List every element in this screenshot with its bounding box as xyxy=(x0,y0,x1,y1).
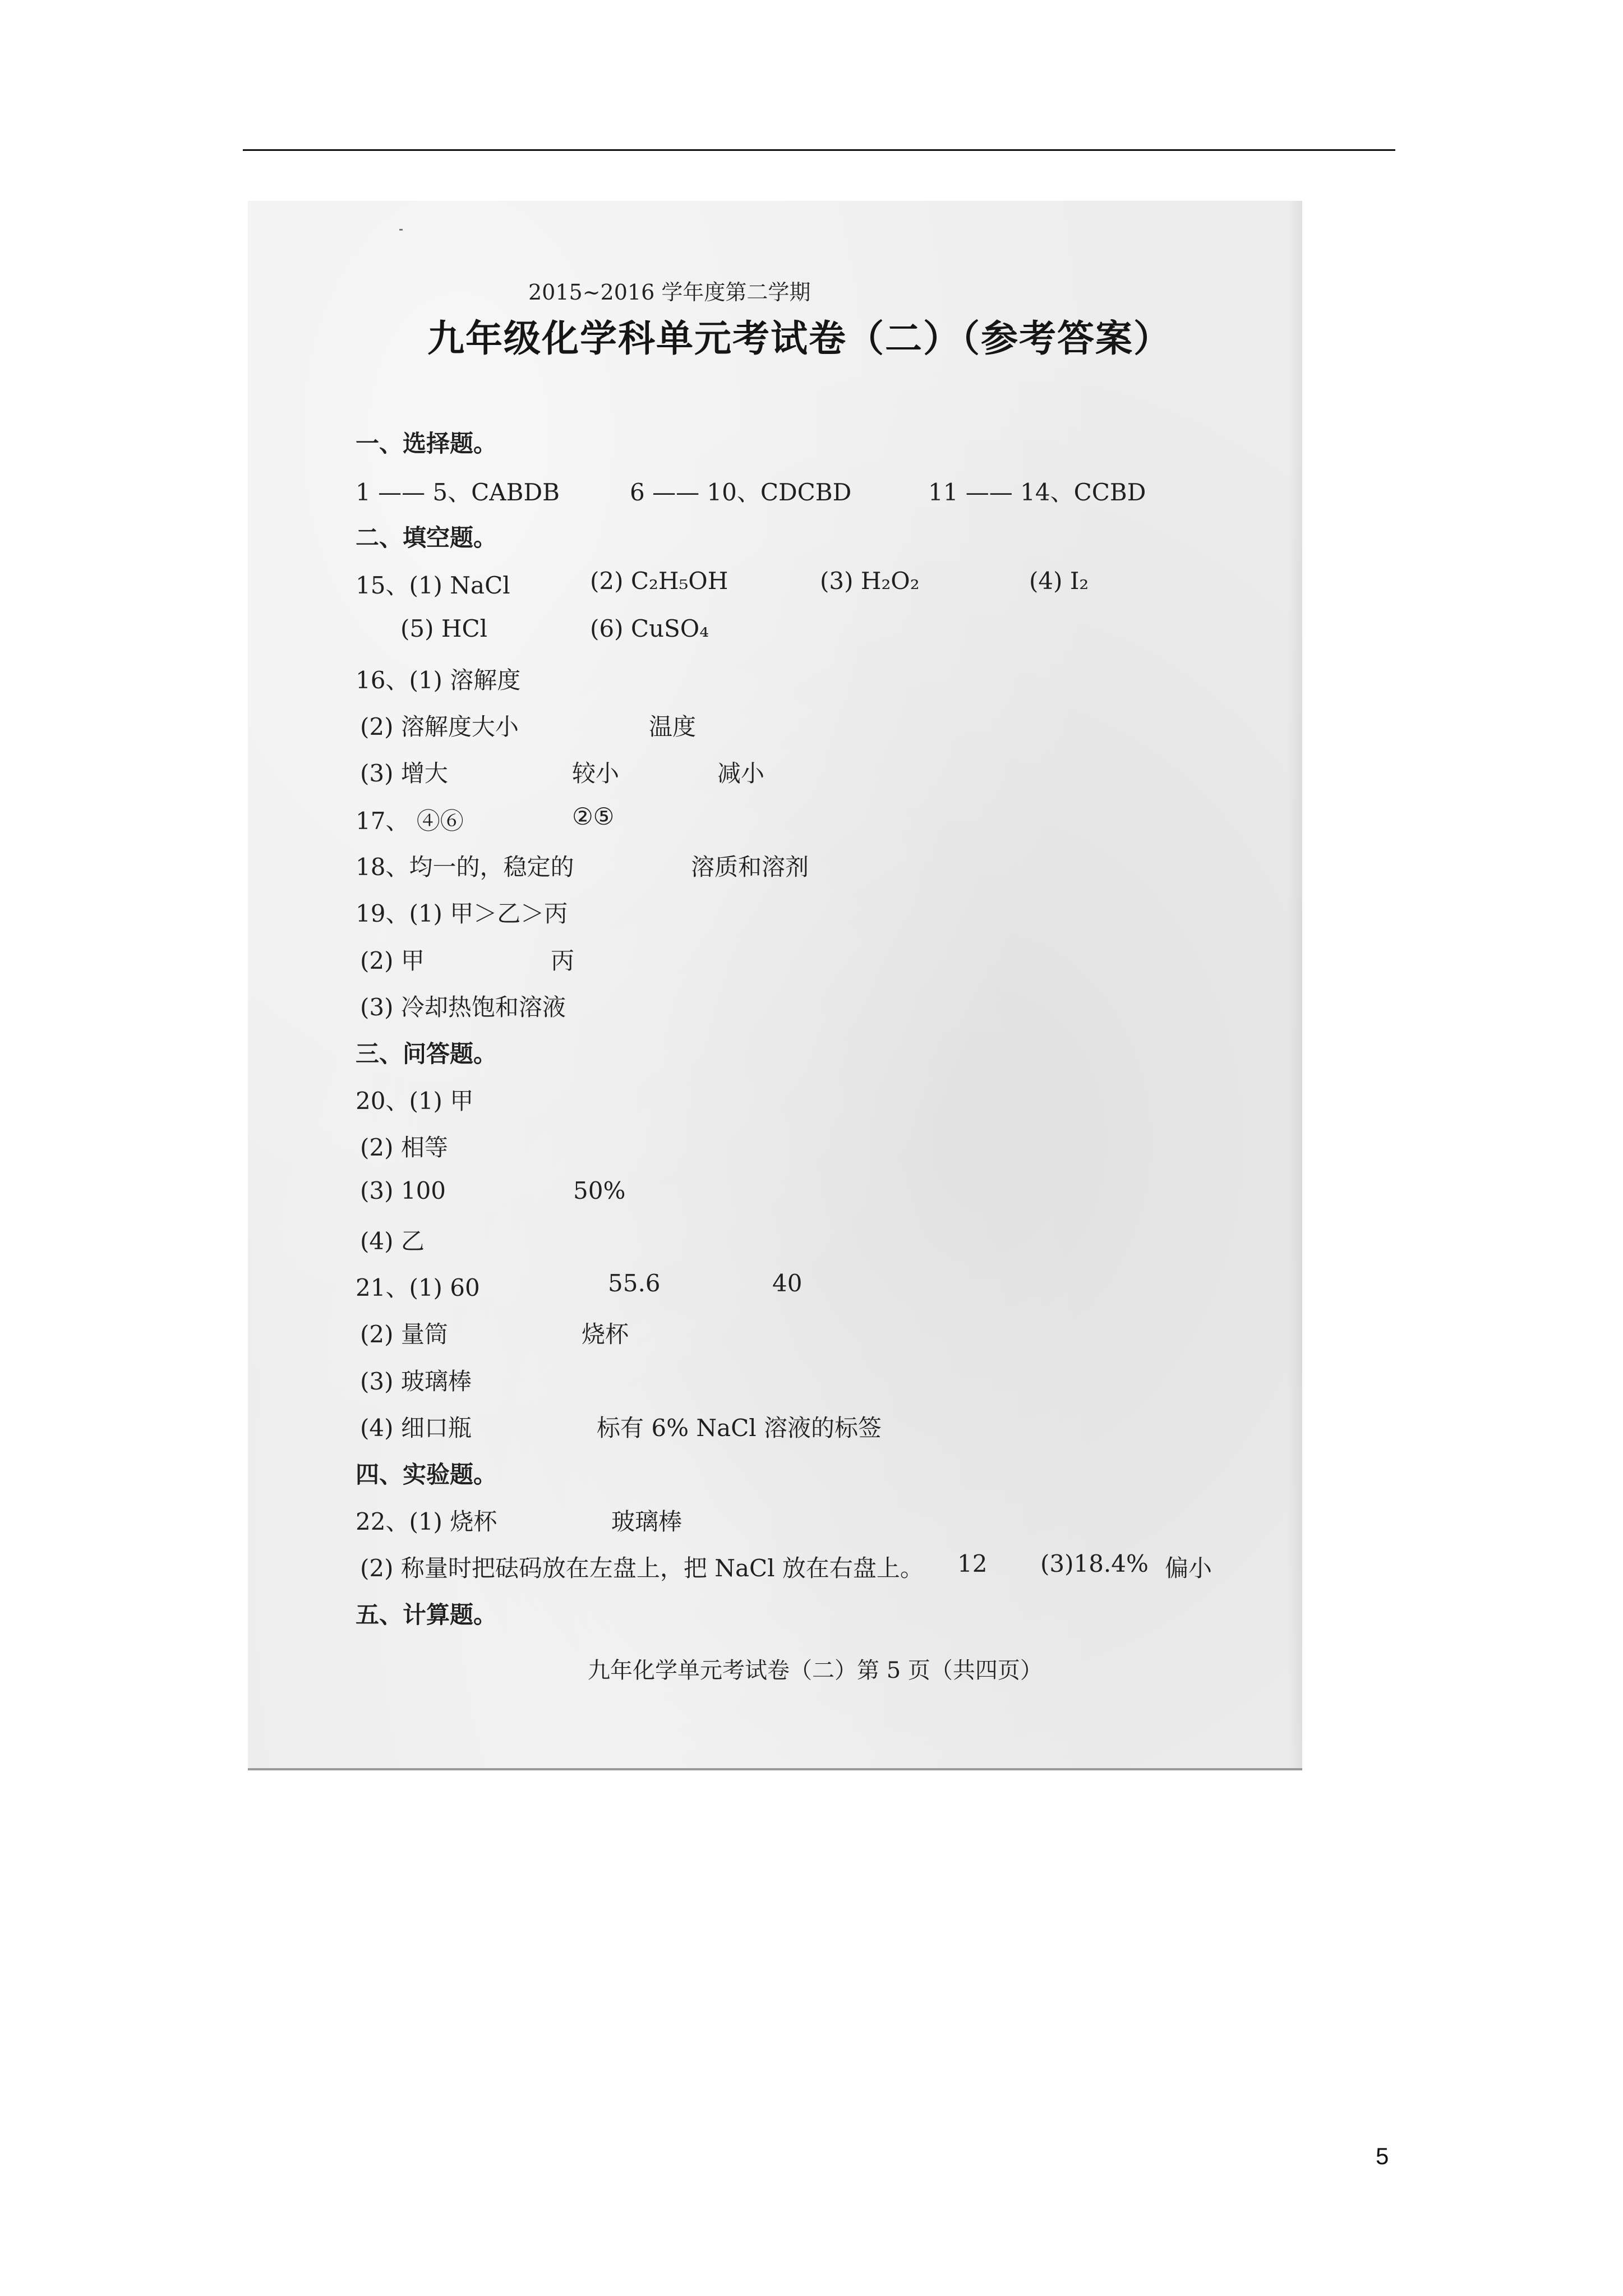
answer-q15-3: (3) H₂O₂ xyxy=(820,567,920,595)
answer-q20-4: (4) 乙 xyxy=(360,1227,425,1255)
answer-q16-2a: (2) 溶解度大小 xyxy=(360,713,519,740)
answer-q22-1b: 玻璃棒 xyxy=(611,1508,683,1535)
answer-q20-3a: (3) 100 xyxy=(360,1177,446,1204)
answer-q15-4: (4) I₂ xyxy=(1029,567,1089,595)
answer-q21-4a: (4) 细口瓶 xyxy=(360,1414,472,1442)
section-heading: 五、计算题。 xyxy=(356,1601,497,1628)
answer-q21-2b: 烧杯 xyxy=(582,1320,629,1348)
answer-q21-1a: 21、(1) 60 xyxy=(356,1274,480,1301)
answer-q16-3c: 减小 xyxy=(717,760,765,787)
scan-footer: 九年化学单元考试卷（二）第 5 页（共四页） xyxy=(588,1658,1043,1683)
answer-q22-2a: (2) 称量时把砝码放在左盘上，把 NaCl 放在右盘上。 xyxy=(360,1554,924,1582)
answer-q19-2b: 丙 xyxy=(551,947,575,974)
answer-q21-1c: 40 xyxy=(772,1269,803,1297)
scanned-answer-sheet xyxy=(248,201,1302,1770)
page-number: 5 xyxy=(1376,2143,1389,2169)
answer-q15-1: 15、(1) NaCl xyxy=(356,572,510,599)
scan-speck xyxy=(399,229,403,231)
answer-q1-5: 1 —— 5、CABDB xyxy=(356,478,560,506)
answer-q21-2a: (2) 量筒 xyxy=(360,1320,448,1348)
section-heading: 三、问答题。 xyxy=(356,1040,497,1068)
answer-q15-2: (2) C₂H₅OH xyxy=(590,567,728,595)
answer-q20-2: (2) 相等 xyxy=(360,1134,448,1161)
answer-q16-3a: (3) 增大 xyxy=(360,760,448,787)
semester-label: 2015~2016 学年度第二学期 xyxy=(528,280,811,305)
answer-q21-4b: 标有 6% NaCl 溶液的标签 xyxy=(597,1414,882,1442)
answer-q16-3b: 较小 xyxy=(572,760,620,787)
answer-q22-3b: 偏小 xyxy=(1165,1554,1212,1582)
answer-q21-3: (3) 玻璃棒 xyxy=(360,1368,472,1395)
answer-q20-3b: 50% xyxy=(573,1177,626,1204)
exam-title: 九年级化学科单元考试卷（二）（参考答案） xyxy=(427,316,1172,360)
answer-q22-2b: 12 xyxy=(957,1550,988,1577)
section-heading: 二、填空题。 xyxy=(356,524,497,551)
answer-q6-10: 6 —— 10、CDCBD xyxy=(630,478,852,506)
section-heading: 四、实验题。 xyxy=(356,1461,497,1488)
answer-q19-2a: (2) 甲 xyxy=(360,947,425,974)
answer-q18a: 18、均一的，稳定的 xyxy=(356,853,574,881)
header-rule xyxy=(243,149,1395,151)
answer-q19-3: (3) 冷却热饱和溶液 xyxy=(360,993,566,1021)
section-heading: 一、选择题。 xyxy=(356,430,497,457)
answer-q15-5: (5) HCl xyxy=(400,615,488,642)
answer-q22-1a: 22、(1) 烧杯 xyxy=(356,1508,497,1535)
answer-q11-14: 11 —— 14、CCBD xyxy=(928,478,1146,506)
scan-edge xyxy=(1288,201,1302,1770)
answer-q17a: 17、 ④⑥ xyxy=(356,807,464,835)
answer-q20-1: 20、(1) 甲 xyxy=(356,1087,474,1115)
answer-q21-1b: 55.6 xyxy=(608,1269,661,1297)
answer-q15-6: (6) CuSO₄ xyxy=(590,615,709,642)
answer-q17b: ②⑤ xyxy=(572,803,615,830)
answer-q19-1: 19、(1) 甲＞乙＞丙 xyxy=(356,900,568,927)
scan-bottom-edge xyxy=(248,1768,1302,1770)
answer-q16-1: 16、(1) 溶解度 xyxy=(356,666,521,694)
answer-q22-3a: (3)18.4% xyxy=(1040,1550,1149,1577)
answer-q18b: 溶质和溶剂 xyxy=(691,853,809,881)
answer-q16-2b: 温度 xyxy=(649,713,697,740)
